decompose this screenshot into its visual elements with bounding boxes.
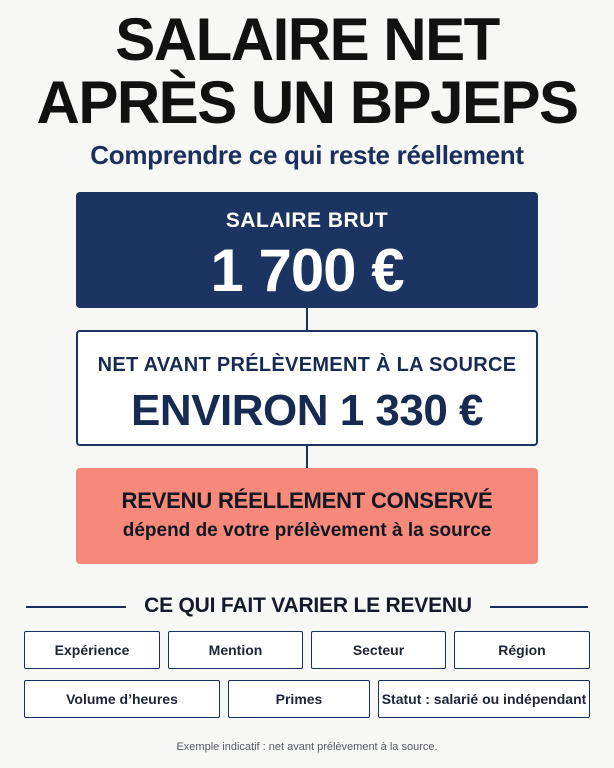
heading-rule-right [490, 606, 588, 608]
net-salary-label: NET AVANT PRÉLÈVEMENT À LA SOURCE [97, 354, 517, 376]
factor-hours-volume: Volume d’heures [24, 680, 220, 718]
heading-rule-left [26, 606, 126, 608]
factors-heading [0, 592, 614, 622]
factor-region: Région [454, 631, 590, 669]
title-line-2: APRÈS UN BPJEPS [36, 69, 578, 136]
net-salary-value: ENVIRON 1 330 € [131, 386, 483, 435]
subtitle: Comprendre ce qui reste réellement [90, 140, 524, 170]
factor-bonuses: Primes [228, 680, 370, 718]
kept-income-detail: dépend de votre prélèvement à la source [122, 520, 492, 541]
gross-salary-label: SALAIRE BRUT [225, 209, 389, 232]
factors-heading-text: CE QUI FAIT VARIER LE REVENU [144, 594, 472, 617]
kept-income-label: REVENU RÉELLEMENT CONSERVÉ [121, 488, 493, 513]
factor-experience: Expérience [24, 631, 160, 669]
factor-status: Statut : salarié ou indépendant [378, 680, 590, 718]
factor-mention: Mention [168, 631, 303, 669]
kept-income-card [76, 468, 538, 564]
title-line-1: SALAIRE NET [115, 6, 499, 73]
gross-salary-value: 1 700 € [210, 237, 404, 304]
net-salary-card [76, 330, 538, 446]
footnote: Exemple indicatif : net avant prélèvement à la source. [176, 741, 438, 753]
connector-line-2 [306, 446, 308, 468]
factor-sector: Secteur [311, 631, 446, 669]
gross-salary-card [76, 192, 538, 308]
connector-line-1 [306, 308, 308, 330]
